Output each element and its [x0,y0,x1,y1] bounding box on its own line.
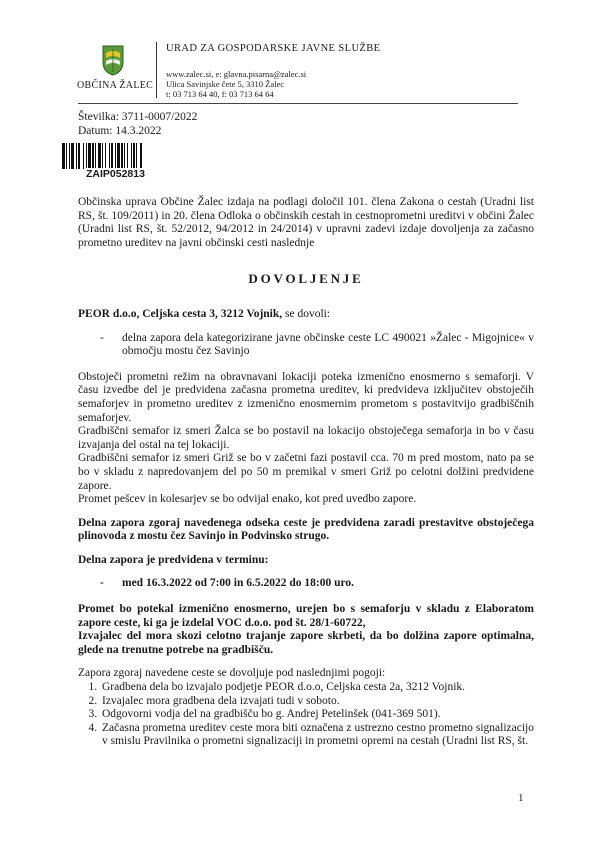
bold-condition: Izvajalec del mora skozi celotno trajanje zapore skrbeti, da bo dolžina zapore optimalna, glede na trenutne potrebe na gradbišču. [78,630,534,656]
barcode-bars [62,143,184,169]
traffic-paragraph: Gradbiščni semafor iz smeri Žalca se bo postavil na lokacijo obstoječega semaforja in bo v času izvajanja del ostal na tej lokaciji. [78,425,534,451]
document-barcode [62,143,184,180]
intro-paragraph: Občinska uprava Občine Žalec izdaja na podlagi določil 101. člena Zakona o cestah (Uradni list RS, št. 109/2011) in 20. člena Odloka o občinskih cestah in cestnoprometni ureditvi v občini Žalec (Uradni list RS, št. 52/2012, 94/2012 in 24/2014) v upravni zadevi izdaje dovoljenja za začasno prometno ureditev na javni občinski cesti naslednje [78,196,534,249]
traffic-paragraph: Gradbiščni semafor iz smeri Griž se bo v začetni fazi postavil cca. 70 m pred mostom, nato pa se bo v skladu z napredovanjem del po 50 m premikal v smeri Griž po celotni dolžini predvidene zapore. [78,452,534,492]
document-date: 14.3.2022 [115,124,162,137]
contact-block [166,69,306,99]
document-date-row [78,125,197,139]
closure-item-text: delna zapora dela kategorizirane javne občinske ceste LC 490021 »Žalec - Migojnice« v območju mostu čez Savinjo [122,331,534,358]
document-number-label: Številka: [78,111,119,123]
header-divider [156,42,157,98]
contact-address: Ulica Savinjske čete 5, 3310 Žalec [166,79,285,89]
permit-holder-line [78,308,534,322]
document-number: 3711-0007/2022 [121,111,198,123]
conditions-intro: Zapora zgoraj navedene ceste se dovoljuje pod naslednjimi pogoji: [78,667,386,680]
dash-bullet: - [100,577,104,590]
term-intro: Delna zapora je predvidena v terminu: [78,553,269,566]
document-heading: DOVOLJENJE [248,271,364,287]
document-body [78,196,534,749]
condition-item: 2. Izvajalec mora gradbena dela izvajati tudi v soboto. [100,695,534,709]
condition-item: 3. Odgovorni vodja del na gradbišču bo g. Andrej Petelinšek (041-369 501). [100,708,534,722]
dash-bullet: - [100,331,104,344]
condition-item: 1. Gradbena dela bo izvajalo podjetje PEOR d.o.o, Celjska cesta 2a, 3212 Vojnik. [100,681,534,695]
conditions-list [78,681,534,749]
term-item [100,577,534,591]
closure-reason: Delna zapora zgoraj navedenega odseka ceste je predvidena zaradi prestavitve obstoječega plinovoda z mostu čez Savinjo in Podvinsko strugo. [78,516,534,543]
permit-holder: PEOR d.o.o, Celjska cesta 3, 3212 Vojnik, [78,307,283,320]
page-number: 1 [518,792,524,804]
header-rule [78,103,518,104]
office-name: URAD ZA GOSPODARSKE JAVNE SLUŽBE [166,43,381,54]
document-number-row [78,111,197,125]
contact-phone: t: 03 713 64 40, f: 03 713 64 64 [166,89,274,99]
document-meta [78,111,197,138]
closure-item [100,332,534,359]
bold-conditions [78,603,534,657]
municipality-name: OBČINA ŽALEC [77,80,154,91]
bold-condition: Promet bo potekal izmenično enosmerno, urejen bo s semaforju v skladu z Elaboratom zapore ceste, ki ga je izdelal VOC d.o.o. pod št. 28/1-60722, [78,603,534,629]
traffic-paragraph: Obstoječi prometni režim na obravnavani lokaciji poteka izmenično enosmerno s semaforji. V času izvedbe del je predvidena začasna prometna ureditev, ki predvideva izključitev obstoječih semaforjev in prometno ureditev z izmenično enosmernim prometom s postavitvijo gradbiščnih semaforjev. [78,370,534,424]
contact-web-email: www.zalec.si, e: glavna.pisarna@zalec.si [166,69,307,79]
traffic-paragraph: Promet pešcev in kolesarjev se bo odvijal enako, kot pred uvedbo zapore. [78,493,417,506]
traffic-paragraphs [78,371,534,507]
barcode-text: ZAIP052813 [86,168,145,180]
condition-item: 4. Začasna prometna ureditev ceste mora biti označena z ustrezno cestno prometno signalizacijo v smislu Pravilnika o prometni signalizaciji in prometni opremi na cestah (Uradni list RS, št. [100,722,534,749]
document-date-label: Datum: [78,124,113,137]
term-item-text: med 16.3.2022 od 7:00 in 6.5.2022 do 18:00 uro. [122,577,355,590]
municipality-logo [101,44,125,76]
permit-suffix: se dovoli: [282,307,331,320]
